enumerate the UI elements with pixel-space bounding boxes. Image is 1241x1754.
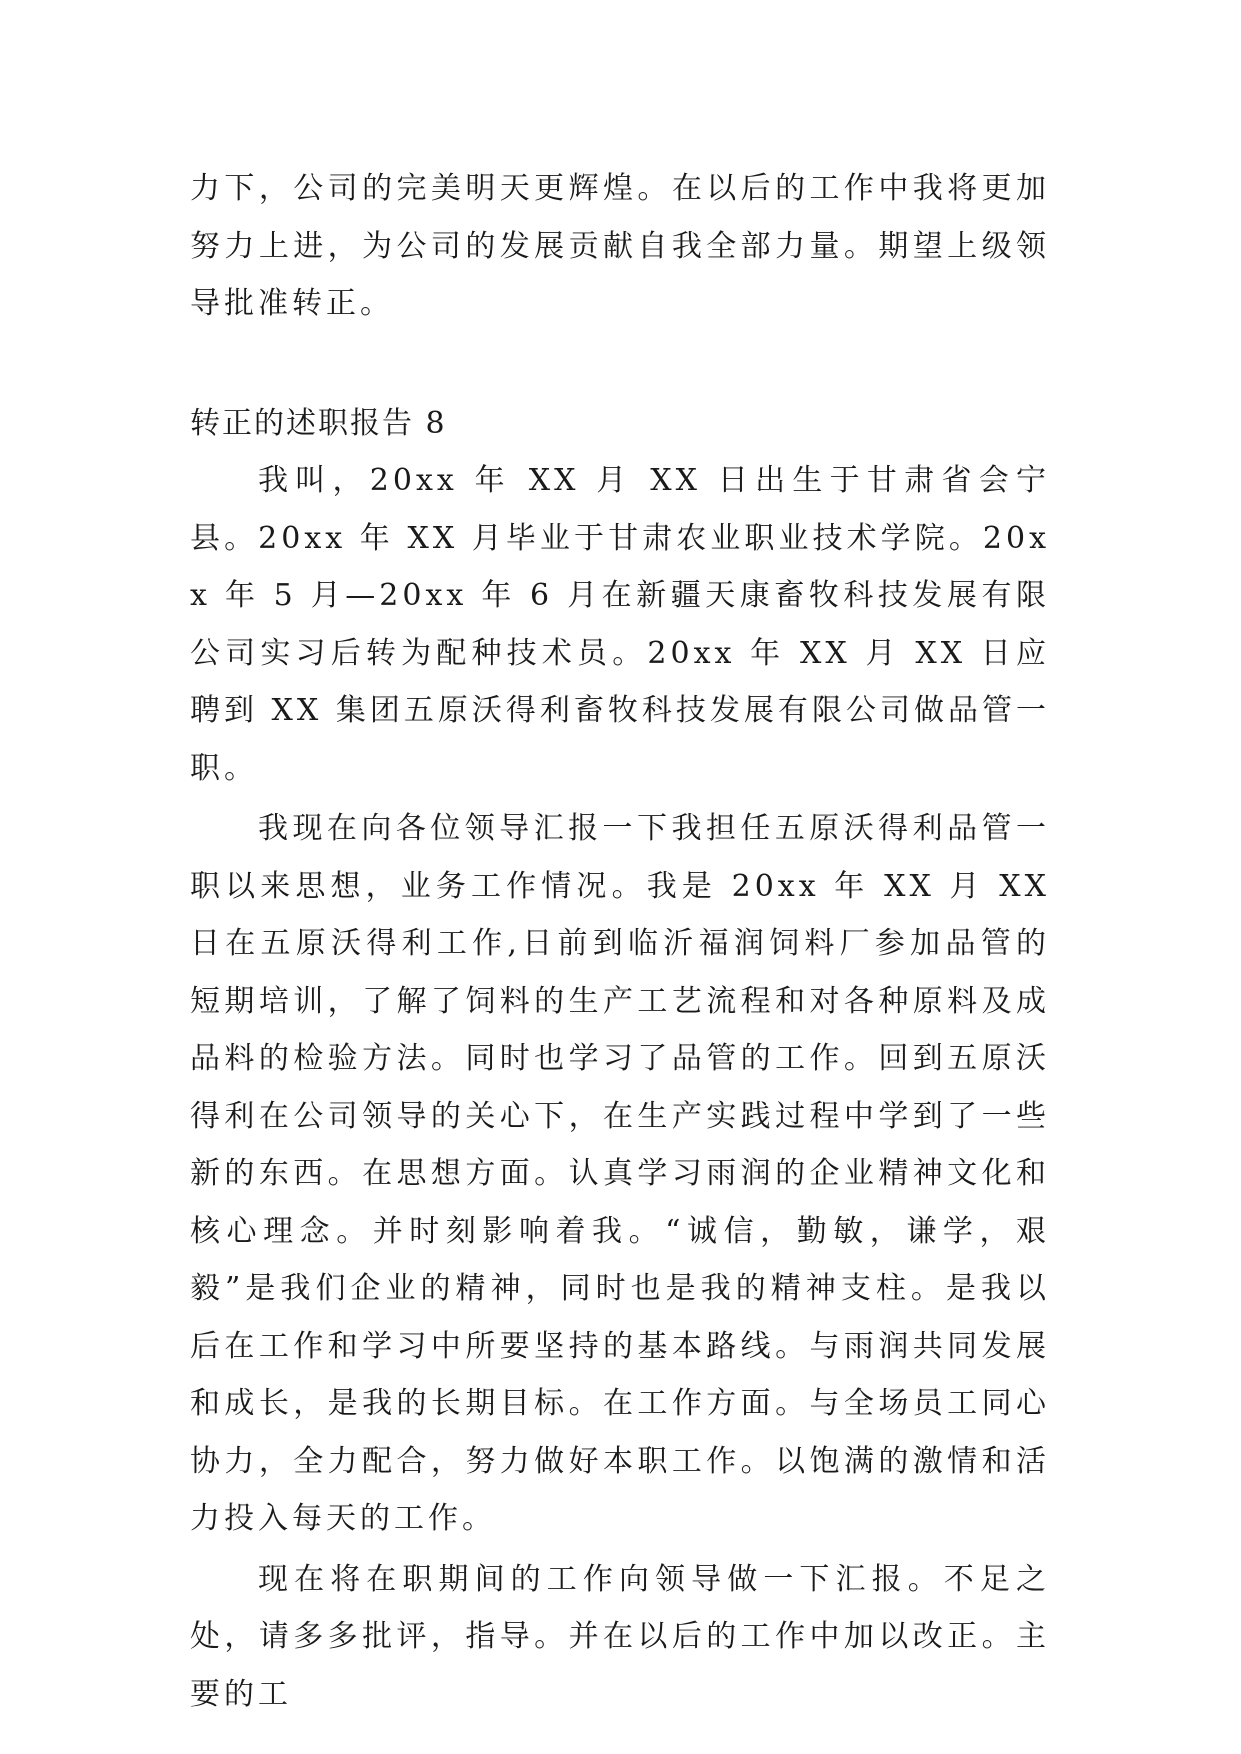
section-title: 转正的述职报告 8 (190, 405, 447, 441)
document-body (190, 160, 1050, 1726)
paragraph-2: 我现在向各位领导汇报一下我担任五原沃得利品管一职以来思想，业务工作情况。我是 20xx 年 XX 月 XX 日在五原沃得利工作,日前到临沂福润饲料厂参加品管的短期培训，了解了饲料的生产工艺流程和对各种原料及成品料的检验方法。同时也学习了品管的工作。回到五原沃得利在公司领导的关心下，在生产实践过程中学到了一些新的东西。在思想方面。认真学习雨润的企业精神文化和核心理念。并时刻影响着我。“诚信，勤敏，谦学，艰毅”是我们企业的精神，同时也是我的精神支柱。是我以后在工作和学习中所要坚持的基本路线。与雨润共同发展和成长，是我的长期目标。在工作方面。与全场员工同心协力，全力配合，努力做好本职工作。以饱满的激情和活力投入每天的工作。 (190, 811, 1050, 1536)
paragraph-1: 我叫，20xx 年 XX 月 XX 日出生于甘肃省会宁县。20xx 年 XX 月毕业于甘肃农业职业技术学院。20xx 年 5 月—20xx 年 6 月在新疆天康畜牧科技发展有限公司实习后转为配种技术员。20xx 年 XX 月 XX 日应聘到 XX 集团五原沃得利畜牧科技发展有限公司做品管一职。 (190, 463, 1050, 786)
continuation-paragraph: 力下，公司的完美明天更辉煌。在以后的工作中我将更加努力上进，为公司的发展贡献自我全部力量。期望上级领导批准转正。 (190, 171, 1050, 321)
paragraph-3: 现在将在职期间的工作向领导做一下汇报。不足之处，请多多批评，指导。并在以后的工作中加以改正。主要的工 (190, 1561, 1050, 1712)
